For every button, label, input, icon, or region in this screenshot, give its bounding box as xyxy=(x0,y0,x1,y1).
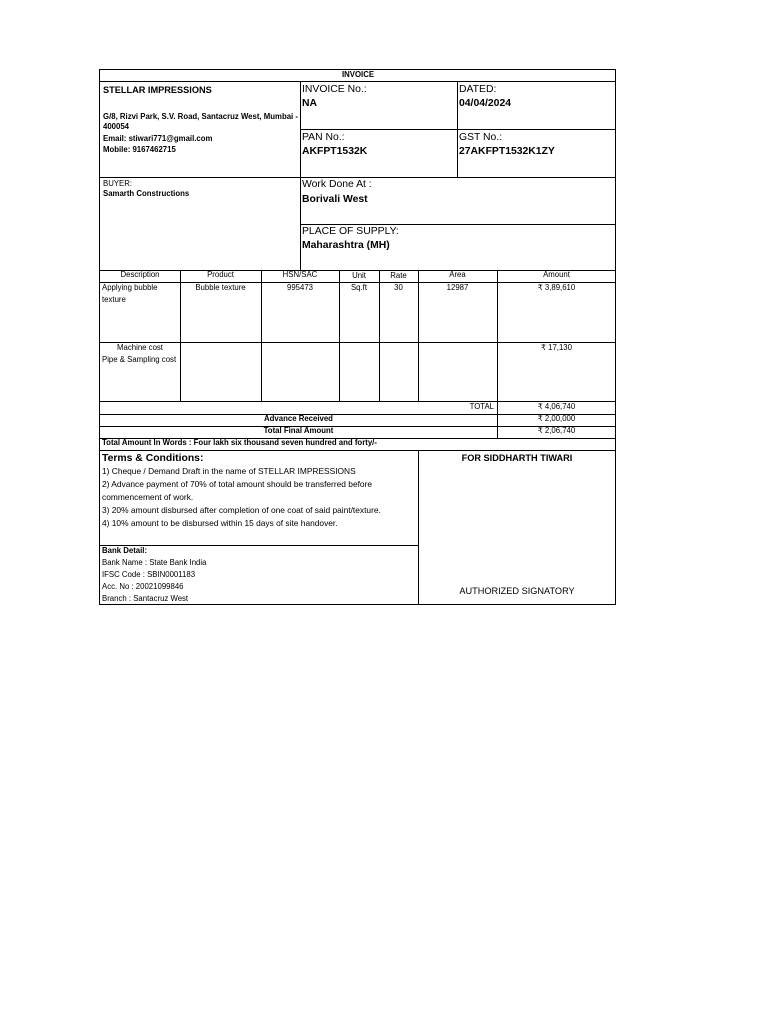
bank-account: Acc. No : 20021099846 xyxy=(102,582,184,591)
rule xyxy=(300,224,616,225)
terms-line-2: 2) Advance payment of 70% of total amount should be transferred before xyxy=(102,479,373,489)
rule xyxy=(100,450,616,451)
invoice-no-label: INVOICE No.: xyxy=(302,84,367,95)
pan-label: PAN No.: xyxy=(302,132,345,143)
terms-line-1: 1) Cheque / Demand Draft in the name of STELLAR IMPRESSIONS xyxy=(102,466,356,476)
final-label: Total Final Amount xyxy=(263,426,334,435)
rule xyxy=(300,81,301,270)
col-header-product: Product xyxy=(207,270,234,279)
terms-line-4: 3) 20% amount disbursed after completion of one coat of said paint/texture. xyxy=(102,505,381,515)
invoice-document xyxy=(99,69,616,605)
rule xyxy=(100,177,616,178)
signature-for-label: FOR SIDDHARTH TIWARI xyxy=(461,453,573,463)
col-header-area: Area xyxy=(449,270,466,279)
seller-address-pin: 400054 xyxy=(103,122,130,131)
row1-description-cont: texture xyxy=(102,295,126,304)
authorized-signatory: AUTHORIZED SIGNATORY xyxy=(459,586,575,596)
advance-value: ₹ 2,00,000 xyxy=(537,414,576,423)
bank-name: Bank Name : State Bank India xyxy=(102,558,207,567)
final-value: ₹ 2,06,740 xyxy=(537,426,576,435)
seller-name: STELLAR IMPRESSIONS xyxy=(103,85,212,95)
row1-hsn: 995473 xyxy=(286,283,314,292)
col-header-rate: Rate xyxy=(390,271,407,280)
dated-label: DATED: xyxy=(459,84,497,95)
dated-value: 04/04/2024 xyxy=(459,98,512,109)
bank-ifsc: IFSC Code : SBIN0001183 xyxy=(102,570,196,579)
row2-description-cont: Pipe & Sampling cost xyxy=(102,355,177,364)
rule xyxy=(457,81,458,177)
work-done-value: Borivali West xyxy=(302,194,368,205)
row1-description: Applying bubble xyxy=(102,283,158,292)
col-header-description: Description xyxy=(120,270,160,279)
invoice-no-value: NA xyxy=(302,98,318,109)
seller-email: Email: stiwari771@gmail.com xyxy=(103,134,213,143)
place-of-supply-value: Maharashtra (MH) xyxy=(302,240,390,251)
amount-in-words: Total Amount In Words : Four lakh six thousand seven hundred and forty/- xyxy=(102,438,377,447)
terms-line-3: commencement of work. xyxy=(102,492,194,502)
bank-branch: Branch : Santacruz West xyxy=(102,594,189,603)
rule xyxy=(497,270,498,438)
work-done-label: Work Done At : xyxy=(302,179,372,190)
rule xyxy=(100,342,616,343)
col-header-amount: Amount xyxy=(543,270,570,279)
terms-line-5: 4) 10% amount to be disbursed within 15 days of site handover. xyxy=(102,518,338,528)
row2-amount: ₹ 17,130 xyxy=(541,343,572,352)
invoice-title: INVOICE xyxy=(341,70,375,79)
buyer-label: BUYER: xyxy=(103,179,133,188)
advance-label: Advance Received xyxy=(264,414,333,423)
row1-product: Bubble texture xyxy=(195,283,246,292)
buyer-name: Samarth Constructions xyxy=(103,189,190,198)
col-header-unit: Unit xyxy=(352,271,366,280)
row1-amount: ₹ 3,89,610 xyxy=(537,283,576,292)
bank-heading: Bank Detail: xyxy=(102,546,148,555)
seller-address: G/8, Rizvi Park, S.V. Road, Santacruz West, Mumbai - xyxy=(103,112,298,121)
total-label: TOTAL xyxy=(469,402,494,411)
gst-value: 27AKFPT1532K1ZY xyxy=(459,146,555,157)
rule xyxy=(300,129,616,130)
row2-description: Machine cost xyxy=(117,343,163,352)
col-header-hsn: HSN/SAC xyxy=(282,270,318,279)
pan-value: AKFPT1532K xyxy=(302,146,368,157)
row1-rate: 30 xyxy=(394,283,403,292)
rule xyxy=(418,450,419,605)
total-value: ₹ 4,06,740 xyxy=(537,402,576,411)
place-of-supply-label: PLACE OF SUPPLY: xyxy=(302,226,399,237)
seller-mobile: Mobile: 9167462715 xyxy=(103,145,176,154)
rule xyxy=(100,81,616,82)
row1-unit: Sq.ft xyxy=(350,283,368,292)
row1-area: 12987 xyxy=(446,283,469,292)
gst-label: GST No.: xyxy=(459,132,503,143)
rule xyxy=(100,545,418,546)
terms-heading: Terms & Conditions: xyxy=(102,453,204,464)
